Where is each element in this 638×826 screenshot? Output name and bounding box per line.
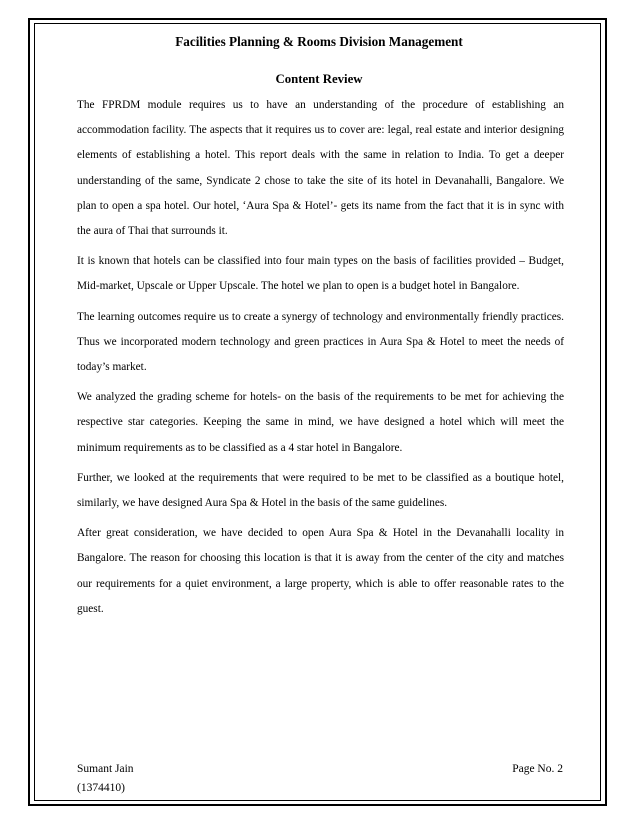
document-body (77, 93, 564, 627)
footer-author-block (77, 760, 134, 798)
paragraph: Further, we looked at the requirements that were required to be met to be classified as a boutique hotel, similarly, we have designed Aura Spa & Hotel in the basis of the same guidelines. (77, 471, 564, 510)
paragraph: The learning outcomes require us to create a synergy of technology and environmentally friendly practices. Thus we incorporated modern technology and green practices in Aura Spa & Hotel to meet the needs of today’s market. (77, 310, 564, 374)
section-title: Content Review (275, 72, 363, 86)
paragraph: After great consideration, we have decided to open Aura Spa & Hotel in the Devanahalli locality in Bangalore. The reason for choosing this location is that it is away from the center of the city and matches our requirements for a quiet environment, a large property, which is able to offer reasonable rates to the guest. (77, 527, 564, 615)
document-header-title: Facilities Planning & Rooms Division Management (175, 34, 463, 49)
paragraph: The FPRDM module requires us to have an understanding of the procedure of establishing an accommodation facility. The aspects that it requires us to cover are: legal, real estate and interior designing elements of establishing a hotel. This report deals with the same in relation to India. To get a deeper understanding of the same, Syndicate 2 chose to take the site of its hotel in Devanahalli, Bangalore. We plan to open a spa hotel. Our hotel, ‘Aura Spa & Hotel’- gets its name from the fact that it is in sync with the aura of Thai that surrounds it. (77, 99, 564, 238)
paragraph: We analyzed the grading scheme for hotels- on the basis of the requirements to be met for achieving the respective star categories. Keeping the same in mind, we have designed a hotel which will meet the minimum requirements as to be classified as a 4 star hotel in Bangalore. (77, 391, 564, 454)
footer-page-number: Page No. 2 (512, 763, 563, 775)
footer-author-name: Sumant Jain (77, 763, 134, 775)
paragraph: It is known that hotels can be classified into four main types on the basis of facilities provided – Budget, Mid-market, Upscale or Upper Upscale. The hotel we plan to open is a budget hotel in Bangalore. (77, 255, 564, 293)
footer-student-id: (1374410) (77, 782, 125, 794)
